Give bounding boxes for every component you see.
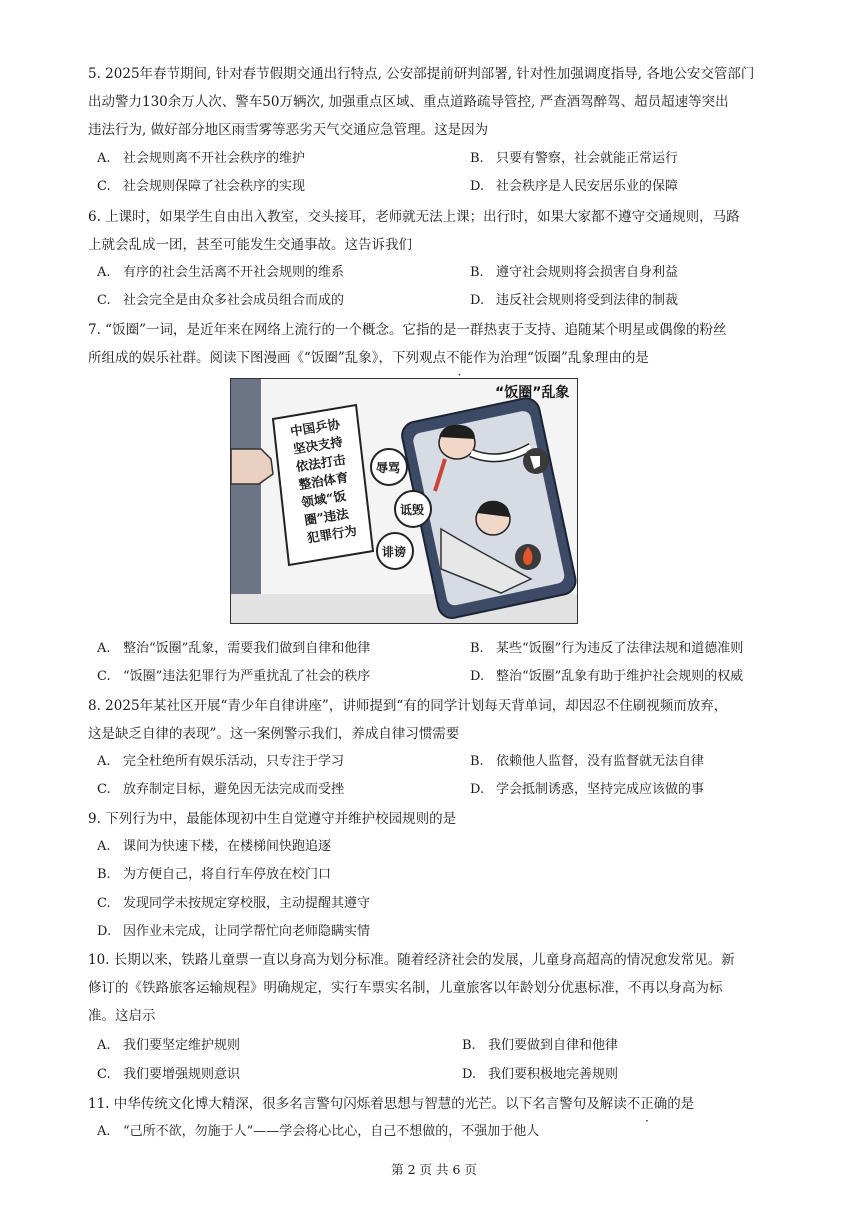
- q9-option-b[interactable]: [97, 865, 331, 885]
- question-7-line-2a: 所组成的娱乐社群。阅读下图漫画《“饭圈”乱象》，下列观点: [88, 350, 447, 366]
- q5-option-d[interactable]: [470, 177, 678, 197]
- document-line: 犯罪行为: [306, 522, 358, 546]
- question-8-line-2: 这是缺乏自律的表现”。这一案例警示我们，养成自律习惯需要: [88, 726, 460, 742]
- q8-option-d[interactable]: [470, 780, 704, 800]
- question-11-emphasis: 不正确: [626, 1096, 668, 1112]
- q9-option-a[interactable]: [97, 837, 331, 857]
- question-5-stem: [88, 60, 788, 144]
- q10-option-d[interactable]: [462, 1065, 618, 1085]
- question-8-line-1: 8. 2025年某社区开展“青少年自律讲座”，讲师提到“有的同学计划每天背单词，却因忍不住刷视频而放弃，: [88, 698, 728, 714]
- question-11-line-1a: 11. 中华传统文化博大精深，很多名言警句闪烁着思想与智慧的光芒。以下名言警句及解读: [88, 1096, 627, 1112]
- option-letter: C.: [97, 179, 111, 194]
- question-11-stem: [88, 1090, 788, 1118]
- q7-option-b[interactable]: [470, 639, 743, 659]
- option-text: “己所不欲，勿施于人”——学会将心比心，自己不想做的，不强加于他人: [123, 1124, 540, 1139]
- question-7-stem: [88, 316, 788, 372]
- option-letter: D.: [462, 1067, 477, 1082]
- question-11-line-1b: 的是: [667, 1096, 695, 1112]
- q10-option-a[interactable]: [97, 1036, 240, 1056]
- q9-option-d[interactable]: [97, 922, 370, 942]
- q8-option-c[interactable]: [97, 780, 344, 800]
- option-letter: B.: [97, 867, 111, 882]
- option-text: 我们要做到自律和他律: [488, 1038, 619, 1053]
- option-text: 因作业未完成，让同学帮忙向老师隐瞒实情: [123, 924, 371, 939]
- option-letter: C.: [97, 1067, 111, 1082]
- question-9-stem: [88, 805, 788, 833]
- question-10-line-3: 准。这启示: [88, 1008, 156, 1024]
- option-letter: A.: [97, 151, 111, 166]
- option-letter: B.: [470, 754, 484, 769]
- q6-option-a[interactable]: [97, 263, 344, 283]
- question-7-line-2b: 作为治理“饭圈”乱象理由的是: [473, 350, 649, 366]
- option-letter: C.: [97, 669, 111, 684]
- document-line: 依法打击: [294, 451, 347, 475]
- option-text: “饭圈”违法犯罪行为严重扰乱了社会的秩序: [123, 669, 371, 684]
- option-text: 整治“饭圈”乱象有助于维护社会规则的权威: [496, 669, 744, 684]
- q8-option-b[interactable]: [470, 752, 704, 772]
- cartoon-title: “饭圈”乱象: [495, 385, 570, 401]
- document-line: 领域“饭: [300, 488, 347, 510]
- option-letter: C.: [97, 896, 111, 911]
- option-letter: A.: [97, 641, 111, 656]
- option-text: 社会完全是由众多社会成员组合而成的: [123, 293, 345, 308]
- option-letter: B.: [470, 151, 484, 166]
- option-text: 我们要增强规则意识: [123, 1067, 241, 1082]
- option-text: 完全杜绝所有娱乐活动，只专注于学习: [123, 754, 345, 769]
- option-text: 整治“饭圈”乱象，需要我们做到自律和他律: [123, 641, 371, 656]
- question-5-line-3: 违法行为, 做好部分地区雨雪雾等恶劣天气交通应急管理。这是因为: [88, 122, 489, 138]
- question-5-line-1: 5. 2025年春节期间, 针对春节假期交通出行特点, 公安部提前研判部署, 针对性加强调度指导, 各地公安交管部门: [88, 66, 755, 82]
- document-line: 整治体育: [297, 469, 350, 493]
- question-5-line-2: 出动警力130余万人次、警车50万辆次, 加强重点区域、重点道路疏导管控, 严查酒驾醉驾、超员超速等突出: [88, 94, 729, 110]
- bubble-insult: 辱骂: [376, 461, 401, 475]
- option-letter: C.: [97, 782, 111, 797]
- option-text: 只要有警察，社会就能正常运行: [496, 151, 679, 166]
- option-letter: D.: [470, 782, 485, 797]
- question-10-stem: [88, 946, 788, 1030]
- option-letter: D.: [470, 293, 485, 308]
- question-9-line-1: 9. 下列行为中，最能体现初中生自觉遵守并维护校园规则的是: [88, 811, 457, 827]
- option-letter: D.: [470, 669, 485, 684]
- q10-option-b[interactable]: [462, 1036, 618, 1056]
- option-letter: C.: [97, 293, 111, 308]
- q9-option-c[interactable]: [97, 894, 370, 914]
- q7-option-d[interactable]: [470, 667, 743, 687]
- bubble-denigrate: 诋毁: [400, 503, 425, 517]
- option-text: 社会规则离不开社会秩序的维护: [123, 151, 306, 166]
- page-footer: 第 2 页 共 6 页: [391, 1162, 477, 1177]
- q5-option-c[interactable]: [97, 177, 305, 197]
- q5-option-a[interactable]: [97, 149, 305, 169]
- option-text: 发现同学未按规定穿校服，主动提醒其遵守: [123, 896, 371, 911]
- option-letter: B.: [462, 1038, 476, 1053]
- document-line: 中国乒协: [289, 416, 341, 439]
- question-10-line-2: 修订的《铁路旅客运输规程》明确规定，实行车票实名制，儿童旅客以年龄划分优惠标准，不再以身高为标: [88, 980, 723, 996]
- q8-option-a[interactable]: [97, 752, 344, 772]
- q6-option-c[interactable]: [97, 291, 344, 311]
- q7-option-c[interactable]: [97, 667, 370, 687]
- option-text: 社会规则保障了社会秩序的实现: [123, 179, 306, 194]
- q5-option-b[interactable]: [470, 149, 678, 169]
- q7-option-a[interactable]: [97, 639, 370, 659]
- question-8-stem: [88, 692, 788, 748]
- option-letter: A.: [97, 1038, 111, 1053]
- option-text: 违反社会规则将受到法律的制裁: [496, 293, 679, 308]
- option-text: 放弃制定目标，避免因无法完成而受挫: [123, 782, 345, 797]
- option-letter: D.: [470, 179, 485, 194]
- question-7-emphasis: 不能: [446, 350, 474, 366]
- q6-option-d[interactable]: [470, 291, 678, 311]
- option-letter: A.: [97, 754, 111, 769]
- option-text: 为方便自己，将自行车停放在校门口: [123, 867, 332, 882]
- option-letter: A.: [97, 1124, 111, 1139]
- q11-option-a[interactable]: [97, 1122, 539, 1142]
- option-text: 我们要积极地完善规则: [488, 1067, 619, 1082]
- fanquan-cartoon: [230, 378, 578, 624]
- option-text: 依赖他人监督，没有监督就无法自律: [496, 754, 705, 769]
- document-line: 圈”违法: [303, 505, 350, 528]
- option-text: 某些“饭圈”行为违反了法律法规和道德准则: [496, 641, 744, 656]
- option-text: 我们要坚定维护规则: [123, 1038, 241, 1053]
- bubble-slander: 诽谤: [382, 545, 407, 559]
- question-7-line-1: 7. “饭圈”一词，是近年来在网络上流行的一个概念。它指的是一群热衷于支持、追随某个明星或偶像的粉丝: [88, 322, 727, 338]
- option-letter: A.: [97, 265, 111, 280]
- document-line: 坚决支持: [291, 433, 344, 457]
- question-10-line-1: 10. 长期以来，铁路儿童票一直以身高为划分标准。随着经济社会的发展，儿童身高超高的情况愈发常见。新: [88, 952, 735, 968]
- option-letter: D.: [97, 924, 112, 939]
- question-6-line-1: 6. 上课时，如果学生自由出入教室，交头接耳，老师就无法上课；出行时，如果大家都不遵守交通规则，马路: [88, 209, 740, 225]
- question-6-line-2: 上就会乱成一团，甚至可能发生交通事故。这告诉我们: [88, 237, 412, 253]
- option-text: 社会秩序是人民安居乐业的保障: [496, 179, 679, 194]
- option-letter: A.: [97, 839, 111, 854]
- option-text: 学会抵制诱惑，坚持完成应该做的事: [496, 782, 705, 797]
- question-6-stem: [88, 203, 788, 259]
- option-letter: B.: [470, 265, 484, 280]
- option-text: 课间为快速下楼，在楼梯间快跑追逐: [123, 839, 332, 854]
- option-text: 有序的社会生活离不开社会规则的维系: [123, 265, 345, 280]
- q10-option-c[interactable]: [97, 1065, 240, 1085]
- q6-option-b[interactable]: [470, 263, 678, 283]
- option-text: 遵守社会规则将会损害自身利益: [496, 265, 679, 280]
- option-letter: B.: [470, 641, 484, 656]
